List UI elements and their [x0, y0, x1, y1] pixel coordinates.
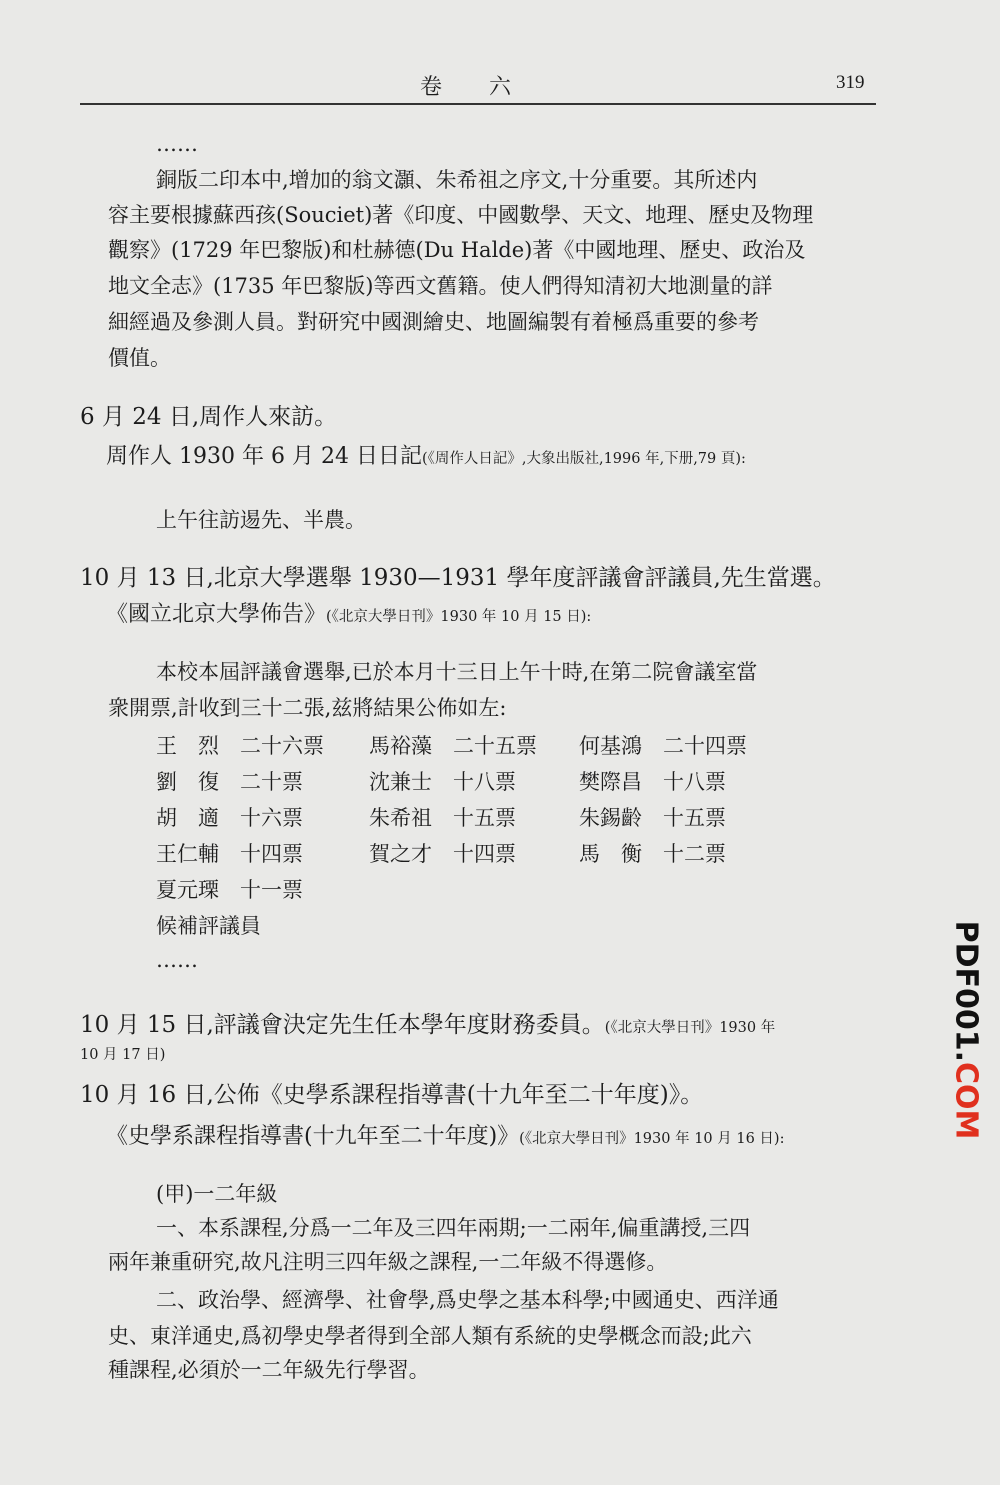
watermark-accent: COM	[948, 1062, 984, 1140]
source-title: 周作人 1930 年 6 月 24 日日記	[106, 444, 422, 469]
quote-line: 種課程,必須於一二年級先行學習。	[108, 1358, 430, 1382]
quote-line: 價值。	[108, 346, 171, 370]
alternates-label: 候補評議員	[156, 914, 261, 938]
source-line	[106, 604, 591, 626]
watermark-main: PDF001.	[948, 920, 984, 1063]
quote-line: 二、政治學、經濟學、社會學,爲史學之基本科學;中國通史、西洋通	[156, 1288, 779, 1312]
vote-entry: 樊際昌 十八票	[579, 770, 726, 794]
source-title: 《史學系課程指導書(十九年至二十年度)》	[106, 1124, 520, 1149]
source-note: 10 月 17 日)	[80, 1047, 166, 1063]
quote-line: 衆開票,計收到三十二張,兹將結果公佈如左:	[108, 696, 507, 720]
source-line	[106, 446, 746, 468]
page-number: 319	[836, 72, 865, 93]
quote-line: 本校本屆評議會選舉,已於本月十三日上午十時,在第二院會議室當	[156, 660, 758, 684]
quote-line: 一、本系課程,分爲一二年及三四年兩期;一二兩年,偏重講授,三四	[156, 1216, 751, 1240]
subsection-heading: (甲)一二年級	[156, 1182, 278, 1206]
ellipsis: ……	[156, 132, 198, 156]
quote-line: 地文全志》(1735 年巴黎版)等西文舊籍。使人們得知清初大地測量的詳	[108, 274, 773, 298]
vote-entry: 王 烈 二十六票	[156, 734, 324, 758]
quote-line: 觀察》(1729 年巴黎版)和杜赫德(Du Halde)著《中國地理、歷史、政治及	[108, 238, 806, 262]
entry-heading: 10 月 16 日,公佈《史學系課程指導書(十九年至二十年度)》。	[80, 1082, 704, 1108]
quote-line: 史、東洋通史,爲初學史學者得到全部人類有系統的史學概念而設;此六	[108, 1324, 752, 1348]
entry-heading: 10 月 13 日,北京大學選舉 1930—1931 學年度評議會評議員,先生當選。	[80, 565, 836, 591]
vote-entry: 沈兼士 十八票	[369, 770, 516, 794]
site-watermark	[946, 920, 986, 1140]
running-header-title: 卷 六	[420, 75, 531, 100]
vote-entry: 朱希祖 十五票	[369, 806, 516, 830]
entry-heading	[80, 1014, 775, 1037]
source-note: (《周作人日記》,大象出版社,1996 年,下册,79 頁):	[421, 451, 746, 467]
quote-line: 容主要根據蘇西孩(Souciet)著《印度、中國數學、天文、地理、歷史及物理	[108, 203, 814, 227]
quote-line: 兩年兼重研究,故凡注明三四年級之課程,一二年級不得選修。	[108, 1250, 668, 1274]
source-note: (《北京大學日刊》1930 年 10 月 15 日):	[326, 609, 592, 625]
source-note: (《北京大學日刊》1930 年	[604, 1020, 776, 1036]
vote-entry: 王仁輔 十四票	[156, 842, 303, 866]
vote-entry: 馬裕藻 二十五票	[369, 734, 537, 758]
entry-heading: 6 月 24 日,周作人來訪。	[80, 404, 338, 430]
quote-line: 細經過及參測人員。對研究中國測繪史、地圖編製有着極爲重要的參考	[108, 310, 759, 334]
vote-entry: 賀之才 十四票	[369, 842, 516, 866]
vote-entry: 朱錫齡 十五票	[579, 806, 726, 830]
entry-heading-text: 10 月 15 日,評議會決定先生任本學年度財務委員。	[80, 1012, 605, 1038]
vote-entry: 夏元瑮 十一票	[156, 878, 303, 902]
vote-entry: 何基鴻 二十四票	[579, 734, 747, 758]
vote-entry: 劉 復 二十票	[156, 770, 303, 794]
source-note: (《北京大學日刊》1930 年 10 月 16 日):	[519, 1131, 785, 1147]
vote-entry: 胡 適 十六票	[156, 806, 303, 830]
ellipsis: ……	[156, 948, 198, 972]
quote-line: 上午往訪逷先、半農。	[156, 508, 366, 532]
vote-entry: 馬 衡 十二票	[579, 842, 726, 866]
source-line	[106, 1126, 784, 1148]
header-rule	[80, 103, 876, 105]
quote-line: 銅版二印本中,增加的翁文灝、朱希祖之序文,十分重要。其所述内	[156, 168, 758, 192]
source-title: 《國立北京大學佈告》	[106, 602, 327, 627]
